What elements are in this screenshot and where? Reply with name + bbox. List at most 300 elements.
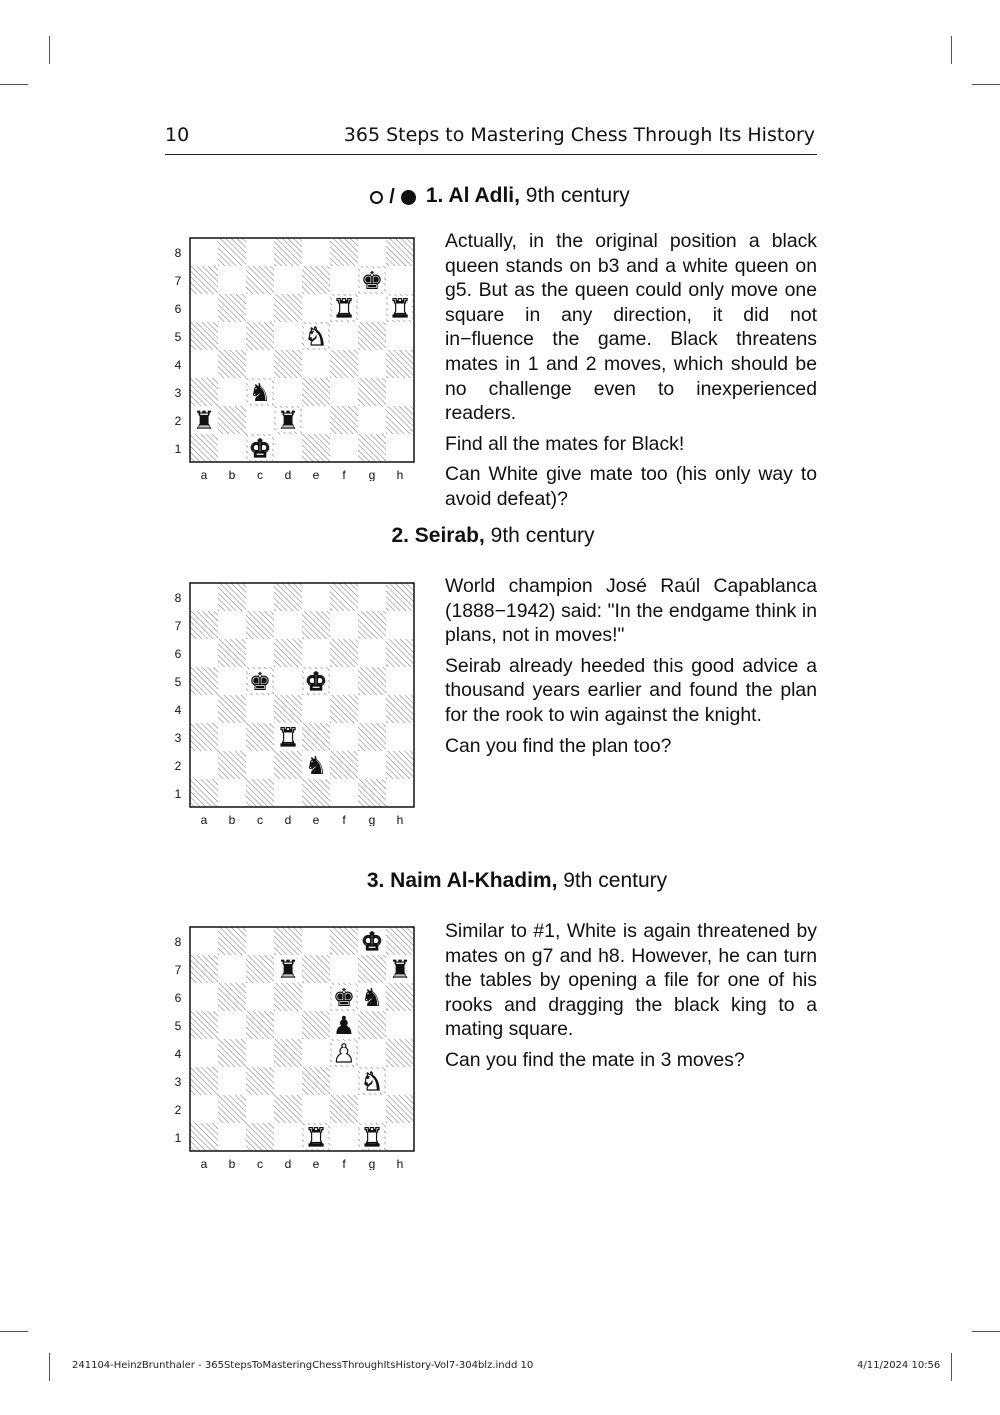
dark-square bbox=[274, 1039, 302, 1067]
dark-square bbox=[218, 751, 246, 779]
crop-mark bbox=[972, 1331, 1000, 1332]
dark-square bbox=[358, 611, 386, 639]
svg-text:♜: ♜ bbox=[276, 955, 300, 984]
light-square bbox=[302, 238, 330, 266]
black-rook-icon bbox=[276, 955, 300, 984]
chess-diagram bbox=[172, 236, 422, 481]
light-square bbox=[330, 611, 358, 639]
light-square bbox=[358, 639, 386, 667]
light-square bbox=[330, 1067, 358, 1095]
light-square bbox=[330, 322, 358, 350]
light-square bbox=[190, 1095, 218, 1123]
dark-square bbox=[386, 406, 414, 434]
light-square bbox=[190, 639, 218, 667]
light-square bbox=[330, 723, 358, 751]
file-label: c bbox=[257, 1157, 263, 1170]
light-square bbox=[386, 1123, 414, 1151]
dark-square bbox=[274, 294, 302, 322]
white-king-icon bbox=[304, 667, 328, 696]
file-label: e bbox=[312, 468, 320, 481]
black-rook-icon bbox=[192, 406, 216, 435]
svg-text:♜: ♜ bbox=[360, 1123, 384, 1152]
rank-label: 6 bbox=[174, 302, 182, 316]
svg-text:♞: ♞ bbox=[304, 322, 328, 351]
puzzle-description bbox=[445, 574, 817, 764]
light-square bbox=[218, 611, 246, 639]
puzzle-title bbox=[0, 184, 1000, 209]
white-king-icon bbox=[248, 434, 272, 463]
light-square bbox=[190, 983, 218, 1011]
svg-text:♜: ♜ bbox=[388, 955, 412, 984]
dark-square bbox=[386, 350, 414, 378]
dark-square bbox=[330, 583, 358, 611]
puzzle-title-bold: 3. Naim Al-Khadim, bbox=[366, 869, 558, 892]
rank-label: 2 bbox=[174, 1103, 182, 1117]
dark-square bbox=[246, 955, 274, 983]
black-rook-icon bbox=[276, 406, 300, 435]
puzzle-title-bold: 1. Al Adli, bbox=[425, 184, 520, 207]
light-square bbox=[218, 667, 246, 695]
chess-board bbox=[172, 925, 422, 1170]
paragraph: Seirab already heeded this good advice a thousand years earlier and found the plan for the rook to win against the knight. bbox=[445, 654, 817, 726]
dark-square bbox=[218, 927, 246, 955]
light-square bbox=[246, 1039, 274, 1067]
white-king-icon bbox=[360, 927, 384, 956]
dot-icon bbox=[401, 190, 416, 205]
crop-mark bbox=[972, 84, 1000, 85]
black-knight-icon bbox=[304, 751, 328, 780]
light-square bbox=[386, 723, 414, 751]
dark-square bbox=[302, 1067, 330, 1095]
light-square bbox=[218, 322, 246, 350]
dark-square bbox=[386, 695, 414, 723]
paragraph: Can you find the plan too? bbox=[445, 734, 672, 757]
puzzle-title-rest: 9th century bbox=[557, 869, 668, 892]
dark-square bbox=[274, 350, 302, 378]
light-square bbox=[274, 266, 302, 294]
svg-text:♟: ♟ bbox=[332, 1039, 356, 1068]
running-title: 365 Steps to Mastering Chess Through Its History bbox=[343, 124, 815, 146]
difficulty-marks bbox=[370, 186, 416, 209]
light-square bbox=[330, 779, 358, 807]
dark-square bbox=[330, 927, 358, 955]
dark-square bbox=[302, 779, 330, 807]
light-square bbox=[190, 350, 218, 378]
dark-square bbox=[218, 1039, 246, 1067]
dark-square bbox=[218, 406, 246, 434]
dark-square bbox=[358, 434, 386, 462]
white-rook-icon bbox=[276, 723, 300, 752]
rank-label: 4 bbox=[174, 1047, 182, 1061]
dark-square bbox=[246, 1011, 274, 1039]
light-square bbox=[218, 378, 246, 406]
light-square bbox=[190, 751, 218, 779]
light-square bbox=[190, 1039, 218, 1067]
dark-square bbox=[302, 723, 330, 751]
dark-square bbox=[274, 983, 302, 1011]
puzzle-title bbox=[0, 524, 1000, 548]
dark-square bbox=[386, 751, 414, 779]
crop-mark bbox=[951, 36, 952, 64]
file-label: c bbox=[257, 468, 263, 481]
rank-label: 2 bbox=[174, 414, 182, 428]
chess-board bbox=[172, 236, 422, 481]
crop-mark bbox=[49, 1353, 50, 1381]
light-square bbox=[302, 294, 330, 322]
dark-square bbox=[218, 695, 246, 723]
paragraph: Can you find the mate in 3 moves? bbox=[445, 1048, 745, 1071]
dark-square bbox=[330, 639, 358, 667]
rank-label: 7 bbox=[174, 619, 182, 633]
file-label: a bbox=[200, 813, 208, 826]
light-square bbox=[246, 406, 274, 434]
puzzle-title bbox=[0, 869, 1000, 893]
dark-square bbox=[218, 983, 246, 1011]
dark-square bbox=[274, 639, 302, 667]
svg-text:♞: ♞ bbox=[360, 983, 384, 1012]
file-label: d bbox=[284, 468, 292, 481]
dark-square bbox=[246, 266, 274, 294]
puzzle-description bbox=[445, 229, 817, 518]
light-square bbox=[358, 1039, 386, 1067]
white-rook-icon bbox=[388, 294, 412, 323]
dark-square bbox=[190, 723, 218, 751]
file-label: f bbox=[342, 468, 346, 481]
light-square bbox=[302, 695, 330, 723]
light-square bbox=[330, 1123, 358, 1151]
file-label: g bbox=[368, 813, 376, 826]
paragraph: Actually, in the original position a black queen stands on b3 and a white queen on g5. But as the queen could only move one square in any direction, it did not in−fluence the game. Black threatens mates in 1 and 2 moves, which should be no challenge even to inexperienced readers. bbox=[445, 230, 817, 425]
rank-label: 5 bbox=[174, 1019, 182, 1033]
file-label: f bbox=[342, 1157, 346, 1170]
dark-square bbox=[190, 955, 218, 983]
file-label: b bbox=[228, 1157, 236, 1170]
dark-square bbox=[358, 1011, 386, 1039]
dark-square bbox=[330, 695, 358, 723]
svg-text:♚: ♚ bbox=[332, 983, 356, 1012]
rank-label: 1 bbox=[174, 1131, 182, 1145]
dark-square bbox=[218, 350, 246, 378]
light-square bbox=[386, 1067, 414, 1095]
light-square bbox=[246, 983, 274, 1011]
light-square bbox=[274, 611, 302, 639]
dark-square bbox=[274, 583, 302, 611]
black-rook-icon bbox=[388, 955, 412, 984]
svg-text:♜: ♜ bbox=[276, 406, 300, 435]
dark-square bbox=[358, 667, 386, 695]
light-square bbox=[330, 266, 358, 294]
light-square bbox=[218, 434, 246, 462]
svg-text:♟: ♟ bbox=[332, 1011, 356, 1040]
dark-square bbox=[330, 238, 358, 266]
light-square bbox=[330, 955, 358, 983]
file-label: b bbox=[228, 468, 236, 481]
rank-label: 7 bbox=[174, 274, 182, 288]
light-square bbox=[302, 583, 330, 611]
svg-text:♜: ♜ bbox=[388, 294, 412, 323]
dark-square bbox=[386, 238, 414, 266]
dark-square bbox=[330, 751, 358, 779]
paragraph: Similar to #1, White is again threatened by mates on g7 and h8. However, he can turn the tables by opening a file for one of his rooks and dragging the black king to a mating square. bbox=[445, 920, 817, 1041]
file-label: g bbox=[368, 1157, 376, 1170]
black-knight-icon bbox=[248, 378, 272, 407]
rank-label: 8 bbox=[174, 935, 182, 949]
dark-square bbox=[358, 378, 386, 406]
file-label: b bbox=[228, 813, 236, 826]
dark-square bbox=[302, 266, 330, 294]
dark-square bbox=[246, 1067, 274, 1095]
dark-square bbox=[190, 434, 218, 462]
light-square bbox=[386, 667, 414, 695]
dark-square bbox=[274, 1095, 302, 1123]
puzzle-title-rest: 9th century bbox=[484, 524, 595, 547]
dark-square bbox=[358, 955, 386, 983]
dark-square bbox=[190, 266, 218, 294]
file-label: e bbox=[312, 1157, 320, 1170]
white-pawn-icon bbox=[332, 1039, 356, 1068]
crop-mark bbox=[0, 84, 28, 85]
print-timestamp: 4/11/2024 10:56 bbox=[857, 1360, 941, 1371]
black-king-icon bbox=[332, 983, 356, 1012]
marks-separator: / bbox=[389, 186, 395, 208]
light-square bbox=[274, 434, 302, 462]
file-label: h bbox=[396, 1157, 404, 1170]
light-square bbox=[386, 322, 414, 350]
dark-square bbox=[190, 779, 218, 807]
white-knight-icon bbox=[304, 322, 328, 351]
svg-text:♚: ♚ bbox=[360, 927, 384, 956]
file-label: d bbox=[284, 813, 292, 826]
light-square bbox=[302, 1039, 330, 1067]
page-number: 10 bbox=[165, 124, 190, 146]
white-rook-icon bbox=[304, 1123, 328, 1152]
dark-square bbox=[302, 1011, 330, 1039]
dark-square bbox=[190, 611, 218, 639]
file-label: d bbox=[284, 1157, 292, 1170]
light-square bbox=[358, 695, 386, 723]
dark-square bbox=[274, 238, 302, 266]
svg-text:♜: ♜ bbox=[304, 1123, 328, 1152]
light-square bbox=[386, 611, 414, 639]
dark-square bbox=[386, 639, 414, 667]
dark-square bbox=[246, 779, 274, 807]
dark-square bbox=[386, 1039, 414, 1067]
paragraph: Can White give mate too (his only way to avoid defeat)? bbox=[445, 463, 817, 510]
dark-square bbox=[246, 1123, 274, 1151]
white-rook-icon bbox=[332, 294, 356, 323]
light-square bbox=[302, 406, 330, 434]
puzzle-title-bold: 2. Seirab, bbox=[391, 524, 485, 547]
dark-square bbox=[274, 927, 302, 955]
rank-label: 5 bbox=[174, 330, 182, 344]
rank-label: 7 bbox=[174, 963, 182, 977]
file-label: e bbox=[312, 813, 320, 826]
light-square bbox=[358, 294, 386, 322]
rank-label: 6 bbox=[174, 647, 182, 661]
light-square bbox=[274, 1067, 302, 1095]
rank-label: 2 bbox=[174, 759, 182, 773]
dark-square bbox=[386, 583, 414, 611]
light-square bbox=[386, 378, 414, 406]
light-square bbox=[386, 434, 414, 462]
dark-square bbox=[302, 955, 330, 983]
light-square bbox=[190, 294, 218, 322]
dark-square bbox=[274, 695, 302, 723]
svg-text:♞: ♞ bbox=[360, 1067, 384, 1096]
svg-text:♚: ♚ bbox=[360, 266, 384, 295]
rank-label: 4 bbox=[174, 358, 182, 372]
svg-text:♜: ♜ bbox=[192, 406, 216, 435]
rank-label: 8 bbox=[174, 591, 182, 605]
light-square bbox=[274, 779, 302, 807]
dark-square bbox=[218, 294, 246, 322]
dark-square bbox=[190, 1067, 218, 1095]
dark-square bbox=[218, 238, 246, 266]
paragraph: Find all the mates for Black! bbox=[445, 432, 685, 455]
file-label: h bbox=[396, 468, 404, 481]
light-square bbox=[190, 695, 218, 723]
light-square bbox=[358, 583, 386, 611]
dark-square bbox=[386, 927, 414, 955]
light-square bbox=[218, 266, 246, 294]
rank-label: 1 bbox=[174, 787, 182, 801]
light-square bbox=[246, 695, 274, 723]
svg-text:♚: ♚ bbox=[248, 667, 272, 696]
file-label: g bbox=[368, 468, 376, 481]
crop-mark bbox=[49, 36, 50, 64]
light-square bbox=[274, 378, 302, 406]
light-square bbox=[274, 322, 302, 350]
puzzle-description bbox=[445, 919, 817, 1079]
dark-square bbox=[246, 611, 274, 639]
light-square bbox=[246, 639, 274, 667]
light-square bbox=[274, 1011, 302, 1039]
chess-diagram bbox=[172, 581, 422, 826]
puzzle-title-rest: 9th century bbox=[519, 184, 630, 207]
svg-text:♚: ♚ bbox=[304, 667, 328, 696]
dark-square bbox=[190, 322, 218, 350]
dark-square bbox=[246, 723, 274, 751]
dark-square bbox=[190, 1123, 218, 1151]
light-square bbox=[358, 350, 386, 378]
light-square bbox=[358, 238, 386, 266]
rank-label: 4 bbox=[174, 703, 182, 717]
running-header bbox=[165, 122, 817, 155]
light-square bbox=[218, 1011, 246, 1039]
light-square bbox=[302, 1095, 330, 1123]
rank-label: 3 bbox=[174, 731, 182, 745]
svg-text:♜: ♜ bbox=[332, 294, 356, 323]
dark-square bbox=[302, 611, 330, 639]
light-square bbox=[358, 1095, 386, 1123]
light-square bbox=[246, 238, 274, 266]
black-pawn-icon bbox=[332, 1011, 356, 1040]
dark-square bbox=[386, 983, 414, 1011]
light-square bbox=[274, 667, 302, 695]
file-label: f bbox=[342, 813, 346, 826]
light-square bbox=[330, 378, 358, 406]
black-knight-icon bbox=[360, 983, 384, 1012]
rank-label: 3 bbox=[174, 1075, 182, 1089]
rank-label: 5 bbox=[174, 675, 182, 689]
white-rook-icon bbox=[360, 1123, 384, 1152]
dark-square bbox=[302, 378, 330, 406]
light-square bbox=[302, 927, 330, 955]
rank-label: 3 bbox=[174, 386, 182, 400]
light-square bbox=[246, 350, 274, 378]
dark-square bbox=[190, 667, 218, 695]
dark-square bbox=[330, 1095, 358, 1123]
svg-text:♜: ♜ bbox=[276, 723, 300, 752]
crop-mark bbox=[0, 1331, 28, 1332]
light-square bbox=[218, 779, 246, 807]
light-square bbox=[218, 723, 246, 751]
file-label: a bbox=[200, 468, 208, 481]
light-square bbox=[246, 583, 274, 611]
light-square bbox=[330, 667, 358, 695]
light-square bbox=[386, 779, 414, 807]
rank-label: 8 bbox=[174, 246, 182, 260]
light-square bbox=[190, 583, 218, 611]
light-square bbox=[246, 751, 274, 779]
black-king-icon bbox=[248, 667, 272, 696]
dark-square bbox=[218, 639, 246, 667]
light-square bbox=[190, 927, 218, 955]
light-square bbox=[386, 1011, 414, 1039]
light-square bbox=[386, 266, 414, 294]
file-label: c bbox=[257, 813, 263, 826]
dark-square bbox=[358, 779, 386, 807]
dark-square bbox=[274, 751, 302, 779]
light-square bbox=[218, 1067, 246, 1095]
light-square bbox=[358, 751, 386, 779]
dark-square bbox=[190, 378, 218, 406]
light-square bbox=[246, 927, 274, 955]
light-square bbox=[302, 983, 330, 1011]
light-square bbox=[218, 955, 246, 983]
white-knight-icon bbox=[360, 1067, 384, 1096]
ring-icon bbox=[370, 191, 383, 204]
paragraph: World champion José Raúl Capablanca (1888−1942) said: "In the endgame think in plans, not in moves!" bbox=[445, 575, 817, 647]
chess-board bbox=[172, 581, 422, 826]
dark-square bbox=[218, 1095, 246, 1123]
svg-text:♚: ♚ bbox=[248, 434, 272, 463]
file-label: h bbox=[396, 813, 404, 826]
dark-square bbox=[302, 434, 330, 462]
chess-diagram bbox=[172, 925, 422, 1170]
light-square bbox=[190, 238, 218, 266]
light-square bbox=[302, 350, 330, 378]
svg-text:♞: ♞ bbox=[248, 378, 272, 407]
light-square bbox=[246, 1095, 274, 1123]
dark-square bbox=[358, 322, 386, 350]
dark-square bbox=[330, 350, 358, 378]
dark-square bbox=[386, 1095, 414, 1123]
light-square bbox=[274, 1123, 302, 1151]
light-square bbox=[330, 434, 358, 462]
dark-square bbox=[246, 322, 274, 350]
light-square bbox=[218, 1123, 246, 1151]
rank-label: 6 bbox=[174, 991, 182, 1005]
light-square bbox=[358, 406, 386, 434]
light-square bbox=[246, 294, 274, 322]
svg-text:♞: ♞ bbox=[304, 751, 328, 780]
dark-square bbox=[330, 406, 358, 434]
crop-mark bbox=[951, 1353, 952, 1381]
dark-square bbox=[358, 723, 386, 751]
dark-square bbox=[190, 1011, 218, 1039]
black-king-icon bbox=[360, 266, 384, 295]
